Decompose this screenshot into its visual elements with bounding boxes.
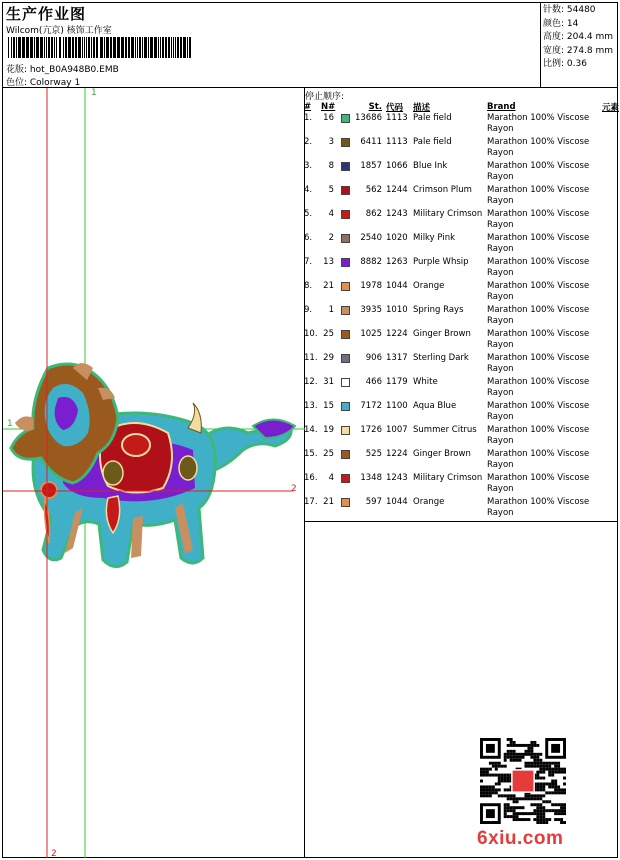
row-stitches: 6411	[360, 137, 382, 147]
table-header-row	[304, 101, 619, 113]
stop-sequence-title: 停止顺序:	[305, 92, 345, 102]
row-swatch	[338, 233, 352, 257]
row-brand: Marathon 100% Viscose Rayon	[487, 497, 590, 518]
row-index: 3.	[304, 161, 313, 171]
table-row	[304, 257, 619, 281]
row-stitches: 8882	[360, 257, 382, 267]
table-row	[304, 401, 619, 425]
row-swatch	[338, 113, 352, 137]
color-swatch	[341, 114, 350, 123]
row-code: 1020	[386, 233, 408, 243]
row-needle: 25	[323, 449, 334, 459]
row-brand: Marathon 100% Viscose Rayon	[487, 281, 590, 302]
row-element	[597, 353, 619, 377]
col-brand: Brand	[487, 102, 516, 112]
color-swatch	[341, 450, 350, 459]
row-needle: 19	[323, 425, 334, 435]
row-brand: Marathon 100% Viscose Rayon	[487, 161, 590, 182]
row-element	[597, 329, 619, 353]
table-row	[304, 353, 619, 377]
row-swatch	[338, 497, 352, 521]
color-swatch	[341, 138, 350, 147]
table-row	[304, 305, 619, 329]
row-stitches: 1348	[360, 473, 382, 483]
lion-figure	[11, 363, 295, 567]
row-swatch	[338, 401, 352, 425]
color-swatch	[341, 306, 350, 315]
row-element	[597, 257, 619, 281]
row-description: White	[413, 377, 438, 387]
color-swatch	[341, 402, 350, 411]
row-swatch	[338, 425, 352, 449]
row-needle: 16	[323, 113, 334, 123]
site-logo: 6xiu.com	[477, 828, 564, 849]
row-index: 4.	[304, 185, 313, 195]
row-index: 15.	[304, 449, 318, 459]
row-description: Milky Pink	[413, 233, 456, 243]
row-code: 1100	[386, 401, 408, 411]
row-needle: 5	[328, 185, 334, 195]
row-brand: Marathon 100% Viscose Rayon	[487, 137, 590, 158]
design-height: 高度: 204.4 mm	[543, 32, 614, 42]
row-code: 1044	[386, 281, 408, 291]
row-index: 17.	[304, 497, 318, 507]
design-canvas	[3, 88, 305, 858]
row-swatch	[338, 473, 352, 497]
row-description: Sterling Dark	[413, 353, 469, 363]
row-needle: 21	[323, 281, 334, 291]
row-index: 6.	[304, 233, 313, 243]
row-stitches: 525	[365, 449, 382, 459]
row-description: Pale field	[413, 137, 452, 147]
qr-code	[480, 738, 566, 824]
guide-label-left: 1	[7, 419, 13, 429]
table-bottom-divider	[304, 521, 618, 522]
color-swatch	[341, 234, 350, 243]
row-swatch	[338, 305, 352, 329]
color-swatch	[341, 498, 350, 507]
table-row	[304, 113, 619, 137]
row-swatch	[338, 377, 352, 401]
row-swatch	[338, 449, 352, 473]
table-row	[304, 497, 619, 521]
row-element	[597, 473, 619, 497]
row-brand: Marathon 100% Viscose Rayon	[487, 377, 590, 398]
row-brand: Marathon 100% Viscose Rayon	[487, 425, 590, 446]
row-code: 1224	[386, 449, 408, 459]
row-swatch	[338, 353, 352, 377]
guide-label-top: 1	[91, 88, 97, 98]
row-stitches: 7172	[360, 401, 382, 411]
row-index: 14.	[304, 425, 318, 435]
pattern-file: 花版: hot_B0A948B0.EMB	[6, 65, 119, 75]
color-swatch	[341, 282, 350, 291]
col-description: 描述	[413, 103, 431, 113]
col-needle: N#	[321, 102, 336, 112]
row-index: 7.	[304, 257, 313, 267]
stitch-count: 针数: 54480	[543, 5, 596, 15]
table-row	[304, 209, 619, 233]
row-description: Orange	[413, 281, 445, 291]
guide-label-bottom: 2	[51, 849, 57, 858]
row-swatch	[338, 161, 352, 185]
col-index: #	[304, 102, 312, 112]
row-needle: 2	[328, 233, 334, 243]
row-stitches: 466	[365, 377, 382, 387]
row-index: 8.	[304, 281, 313, 291]
row-brand: Marathon 100% Viscose Rayon	[487, 113, 590, 134]
row-brand: Marathon 100% Viscose Rayon	[487, 233, 590, 254]
guide-label-right: 2	[291, 484, 297, 494]
studio-subtitle: Wilcom(亢京) 核饰工作室	[6, 26, 112, 36]
row-brand: Marathon 100% Viscose Rayon	[487, 329, 590, 350]
row-swatch	[338, 329, 352, 353]
row-needle: 13	[323, 257, 334, 267]
table-row	[304, 281, 619, 305]
barcode	[8, 37, 191, 58]
row-needle: 29	[323, 353, 334, 363]
qr-center-logo	[513, 771, 534, 792]
row-needle: 1	[328, 305, 334, 315]
row-swatch	[338, 137, 352, 161]
lion-embroidery	[3, 88, 305, 858]
row-index: 12.	[304, 377, 318, 387]
row-description: Summer Citrus	[413, 425, 477, 435]
color-swatch	[341, 258, 350, 267]
row-needle: 8	[328, 161, 334, 171]
color-swatch	[341, 210, 350, 219]
table-row	[304, 425, 619, 449]
row-code: 1007	[386, 425, 408, 435]
row-element	[597, 113, 619, 137]
color-sequence-table	[304, 101, 619, 521]
row-stitches: 862	[365, 209, 382, 219]
row-element	[597, 425, 619, 449]
row-stitches: 2540	[360, 233, 382, 243]
row-swatch	[338, 185, 352, 209]
row-code: 1244	[386, 185, 408, 195]
row-element	[597, 377, 619, 401]
color-swatch	[341, 474, 350, 483]
row-index: 1.	[304, 113, 313, 123]
row-description: Ginger Brown	[413, 449, 471, 459]
row-brand: Marathon 100% Viscose Rayon	[487, 209, 590, 230]
row-stitches: 1726	[360, 425, 382, 435]
table-row	[304, 137, 619, 161]
page-title: 生产作业图	[6, 5, 87, 23]
design-scale: 比例: 0.36	[543, 59, 587, 69]
col-stitches: St.	[368, 102, 382, 112]
color-swatch	[341, 378, 350, 387]
color-swatch	[341, 186, 350, 195]
row-description: Military Crimson	[413, 209, 483, 219]
color-swatch	[341, 426, 350, 435]
row-element	[597, 233, 619, 257]
row-code: 1010	[386, 305, 408, 315]
row-description: Blue Ink	[413, 161, 448, 171]
colorway: 色位: Colorway 1	[6, 78, 81, 88]
row-description: Military Crimson	[413, 473, 483, 483]
row-index: 10.	[304, 329, 318, 339]
color-swatch	[341, 354, 350, 363]
row-stitches: 597	[365, 497, 382, 507]
row-needle: 21	[323, 497, 334, 507]
row-brand: Marathon 100% Viscose Rayon	[487, 185, 590, 206]
color-count: 颜色: 14	[543, 18, 579, 29]
row-stitches: 13686	[354, 113, 382, 123]
row-swatch	[338, 209, 352, 233]
col-code: 代码	[386, 103, 404, 113]
color-swatch	[341, 330, 350, 339]
row-description: Spring Rays	[413, 305, 464, 315]
row-code: 1066	[386, 161, 408, 171]
row-code: 1263	[386, 257, 408, 267]
row-index: 13.	[304, 401, 318, 411]
row-element	[597, 137, 619, 161]
row-element	[597, 449, 619, 473]
row-code: 1317	[386, 353, 408, 363]
stats-divider	[540, 2, 541, 87]
row-brand: Marathon 100% Viscose Rayon	[487, 401, 590, 422]
row-element	[597, 161, 619, 185]
row-index: 2.	[304, 137, 313, 147]
row-index: 16.	[304, 473, 318, 483]
row-description: Ginger Brown	[413, 329, 471, 339]
row-stitches: 1857	[360, 161, 382, 171]
row-index: 9.	[304, 305, 313, 315]
row-stitches: 1978	[360, 281, 382, 291]
row-brand: Marathon 100% Viscose Rayon	[487, 449, 590, 470]
row-swatch	[338, 257, 352, 281]
row-description: Pale field	[413, 113, 452, 123]
row-element	[597, 281, 619, 305]
design-width: 宽度: 274.8 mm	[543, 45, 614, 56]
row-swatch	[338, 281, 352, 305]
row-index: 5.	[304, 209, 313, 219]
row-code: 1179	[386, 377, 408, 387]
row-needle: 31	[323, 377, 334, 387]
row-element	[597, 185, 619, 209]
row-element	[597, 209, 619, 233]
table-row	[304, 377, 619, 401]
table-row	[304, 329, 619, 353]
row-brand: Marathon 100% Viscose Rayon	[487, 305, 590, 326]
row-needle: 15	[323, 401, 334, 411]
color-swatch	[341, 162, 350, 171]
row-brand: Marathon 100% Viscose Rayon	[487, 257, 590, 278]
row-code: 1113	[386, 113, 408, 123]
table-row	[304, 449, 619, 473]
row-description: Aqua Blue	[413, 401, 457, 411]
col-element: 元素	[601, 103, 619, 113]
row-brand: Marathon 100% Viscose Rayon	[487, 353, 590, 374]
row-code: 1243	[386, 473, 408, 483]
row-needle: 3	[328, 137, 334, 147]
row-index: 11.	[304, 353, 318, 363]
table-row	[304, 473, 619, 497]
table-row	[304, 233, 619, 257]
row-description: Purple Whsip	[413, 257, 469, 267]
design-stats	[543, 4, 613, 72]
row-brand: Marathon 100% Viscose Rayon	[487, 473, 590, 494]
row-stitches: 562	[365, 185, 382, 195]
row-code: 1224	[386, 329, 408, 339]
row-element	[597, 497, 619, 521]
row-stitches: 906	[365, 353, 382, 363]
row-description: Crimson Plum	[413, 185, 472, 195]
table-row	[304, 161, 619, 185]
row-code: 1243	[386, 209, 408, 219]
row-needle: 4	[328, 209, 334, 219]
row-description: Orange	[413, 497, 445, 507]
row-needle: 4	[328, 473, 334, 483]
row-element	[597, 305, 619, 329]
row-element	[597, 401, 619, 425]
table-row	[304, 185, 619, 209]
row-needle: 25	[323, 329, 334, 339]
row-code: 1044	[386, 497, 408, 507]
row-code: 1113	[386, 137, 408, 147]
row-stitches: 3935	[360, 305, 382, 315]
row-stitches: 1025	[360, 329, 382, 339]
